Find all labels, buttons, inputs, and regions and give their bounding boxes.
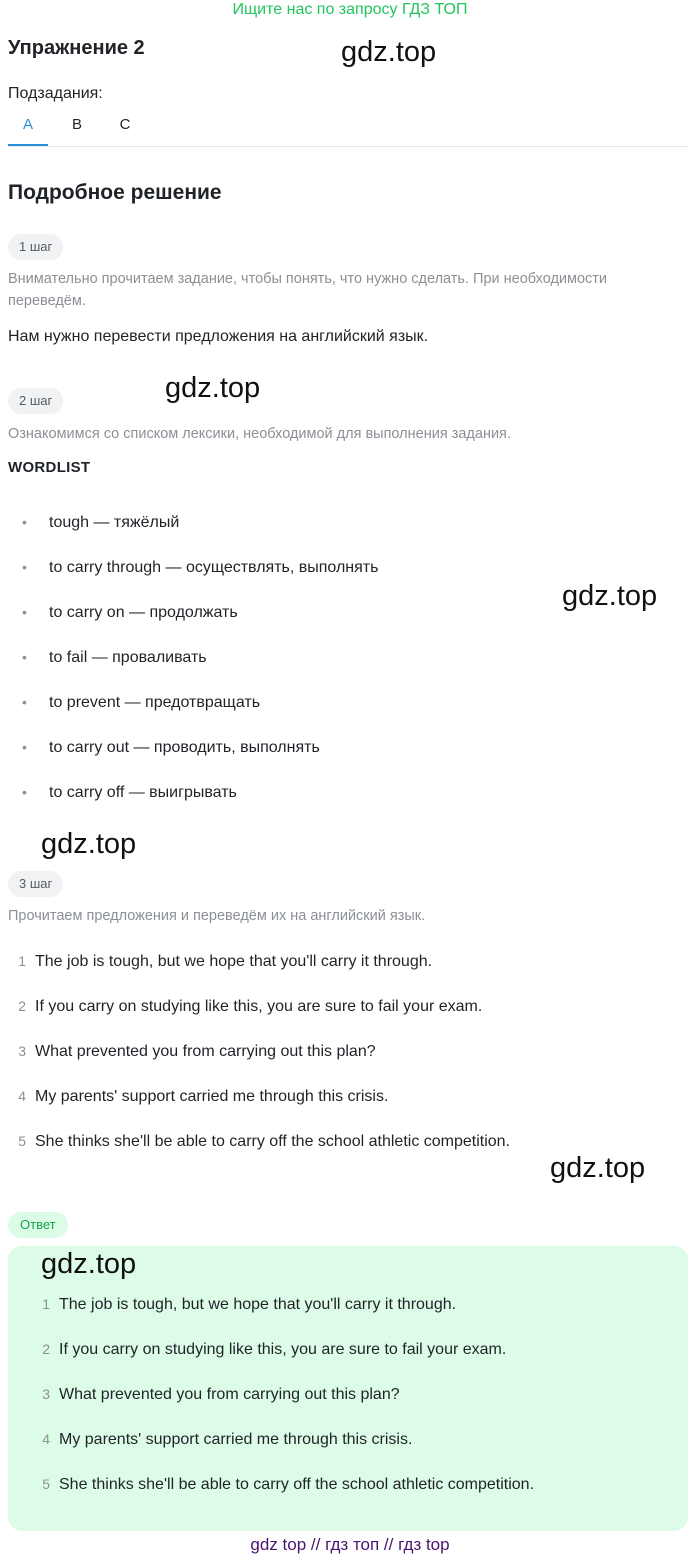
item-number: 2 bbox=[42, 1341, 50, 1357]
word-text: tough — тяжёлый bbox=[49, 514, 180, 531]
sentence-text: If you carry on studying like this, you are sure to fail your exam. bbox=[35, 998, 483, 1015]
list-item bbox=[8, 1133, 510, 1151]
subtasks-label: Подзадания: bbox=[8, 85, 103, 102]
step-text: Нам нужно перевести предложения на английский язык. bbox=[8, 328, 429, 345]
item-number: 5 bbox=[42, 1476, 50, 1492]
list-item bbox=[22, 559, 378, 577]
list-item bbox=[32, 1476, 534, 1494]
bullet-icon: • bbox=[22, 514, 27, 530]
list-item bbox=[32, 1386, 400, 1404]
step-hint: Прочитаем предложения и переведём их на английский язык. bbox=[8, 908, 426, 924]
item-number: 3 bbox=[42, 1386, 50, 1402]
step-badge: 1 шаг bbox=[8, 234, 63, 260]
word-text: to carry on — продолжать bbox=[49, 604, 238, 621]
bullet-icon: • bbox=[22, 739, 27, 755]
tab-c[interactable]: C bbox=[119, 116, 131, 133]
list-item bbox=[22, 514, 179, 532]
watermark: gdz.top bbox=[41, 1248, 137, 1280]
sentence-text: If you carry on studying like this, you are sure to fail your exam. bbox=[59, 1341, 507, 1358]
answer-badge: Ответ bbox=[8, 1212, 68, 1238]
watermark: gdz.top bbox=[550, 1152, 646, 1184]
item-number: 4 bbox=[42, 1431, 50, 1447]
watermark: gdz.top bbox=[41, 828, 137, 860]
footer-links[interactable]: gdz top // гдз топ // гдз top bbox=[250, 1535, 450, 1554]
step-hint: Внимательно прочитаем задание, чтобы понять, что нужно сделать. При необходимости переведём. bbox=[8, 271, 608, 309]
word-text: to fail — проваливать bbox=[49, 649, 207, 666]
word-text: to carry off — выигрывать bbox=[49, 784, 237, 801]
item-number: 5 bbox=[18, 1133, 26, 1149]
item-number: 1 bbox=[42, 1296, 50, 1312]
sentence-text: She thinks she'll be able to carry off the school athletic competition. bbox=[35, 1133, 511, 1150]
solution-title: Подробное решение bbox=[8, 181, 222, 204]
list-item bbox=[32, 1431, 412, 1449]
watermark: gdz.top bbox=[341, 36, 437, 68]
list-item bbox=[32, 1341, 506, 1359]
list-item bbox=[22, 649, 207, 667]
watermark: gdz.top bbox=[165, 372, 261, 404]
tab-a[interactable]: A bbox=[8, 106, 48, 146]
list-item bbox=[22, 694, 260, 712]
sentence-text: My parents' support carried me through this crisis. bbox=[59, 1431, 413, 1448]
bullet-icon: • bbox=[22, 604, 27, 620]
step-badge: 3 шаг bbox=[8, 871, 63, 897]
list-item bbox=[32, 1296, 456, 1314]
word-text: to carry out — проводить, выполнять bbox=[49, 739, 320, 756]
tab-b[interactable]: B bbox=[71, 116, 82, 133]
sentence-text: What prevented you from carrying out this plan? bbox=[35, 1043, 376, 1060]
list-item bbox=[22, 604, 238, 622]
bullet-icon: • bbox=[22, 694, 27, 710]
item-number: 1 bbox=[18, 953, 26, 969]
list-item bbox=[8, 1088, 388, 1106]
list-item bbox=[22, 739, 320, 757]
sentence-text: My parents' support carried me through this crisis. bbox=[35, 1088, 389, 1105]
list-item bbox=[8, 953, 432, 971]
list-item bbox=[8, 998, 482, 1016]
sentence-text: The job is tough, but we hope that you'll carry it through. bbox=[35, 953, 433, 970]
item-number: 2 bbox=[18, 998, 26, 1014]
item-number: 3 bbox=[18, 1043, 26, 1059]
list-item bbox=[8, 1043, 376, 1061]
page-title: Упражнение 2 bbox=[8, 37, 145, 59]
word-text: to prevent — предотвращать bbox=[49, 694, 261, 711]
step-hint: Ознакомимся со списком лексики, необходимой для выполнения задания. bbox=[8, 426, 511, 442]
item-number: 4 bbox=[18, 1088, 26, 1104]
sentence-text: What prevented you from carrying out this plan? bbox=[59, 1386, 400, 1403]
watermark: gdz.top bbox=[562, 580, 658, 612]
bullet-icon: • bbox=[22, 559, 27, 575]
list-item bbox=[22, 784, 237, 802]
step-badge: 2 шаг bbox=[8, 388, 63, 414]
wordlist-title: WORDLIST bbox=[8, 459, 91, 476]
sentence-text: The job is tough, but we hope that you'll carry it through. bbox=[59, 1296, 457, 1313]
bullet-icon: • bbox=[22, 784, 27, 800]
sentence-text: She thinks she'll be able to carry off the school athletic competition. bbox=[59, 1476, 535, 1493]
bullet-icon: • bbox=[22, 649, 27, 665]
word-text: to carry through — осуществлять, выполнять bbox=[49, 559, 379, 576]
top-banner[interactable]: Ищите нас по запросу ГДЗ ТОП bbox=[232, 1, 468, 18]
subtask-tabs bbox=[8, 106, 688, 147]
